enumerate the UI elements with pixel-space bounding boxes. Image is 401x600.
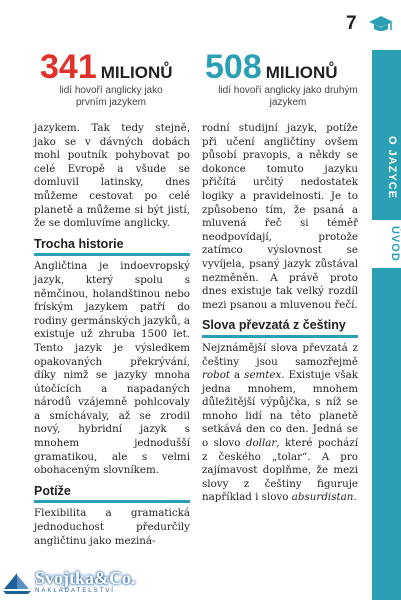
text-run: .: [353, 491, 357, 504]
text-run: , které pochází z českého „tolar“. A pro zajímavost doplňme, že mezi slovy z češtiny figuruje například i slovo: [202, 437, 358, 504]
graduation-cap-icon: [368, 14, 394, 34]
publisher-name: Svojtka&Co.: [35, 568, 136, 588]
text-run: . Existuje však jedna mnohem, mnohem důležitější výpůjčka, s níž se mnoho lidí na této planetě setkává den co den. Jedná se o slovo: [202, 369, 358, 450]
term-dollar: dollar: [245, 437, 277, 450]
left-column: [34, 122, 190, 548]
paragraph-loanwords: [202, 342, 358, 505]
right-column: [202, 122, 358, 505]
term-absurdistan: absurdistan: [291, 491, 354, 504]
page-number: 7: [346, 13, 357, 34]
stat-caption: lidí hovoří anglicky jako prvním jazykem: [59, 85, 163, 108]
stat-first-language: [40, 50, 200, 109]
publisher-logo: [2, 567, 136, 597]
stat-second-language: [205, 50, 375, 109]
paragraph: Flexibilita a gramatická jednoduchost předurčily angličtinu jako meziná-: [34, 507, 190, 547]
stat-number: 508: [205, 48, 262, 86]
stat-unit: MILIONŮ: [100, 63, 173, 82]
text-run: Nejznámější slova převzatá z češtiny jsou samozřejmě: [202, 341, 358, 368]
stat-caption: lidí hovoří anglicky jako druhým jazykem: [218, 85, 358, 108]
section-label: O JAZYCE: [386, 136, 398, 200]
stat-number: 341: [40, 48, 97, 86]
heading-history: Trocha historie: [34, 235, 190, 257]
paragraph: jazykem. Tak tedy stejně, jako se v dávných dobách mohl poutník pohybovat po celé Evropě a všude se domluvil latinsky, dnes můžeme cestovat po celé planetě a můžeme si být jistí, že se domluvíme anglicky.: [34, 122, 190, 230]
heading-loanwords: Slova převzatá z češtiny: [202, 316, 358, 338]
subsection-label: ÚVOD: [372, 220, 401, 268]
section-side-tab: [372, 50, 401, 600]
heading-difficulties: Potíže: [34, 482, 190, 504]
term-robot: robot: [202, 369, 231, 382]
paragraph: rodní studijní jazyk, potíže při učení angličtiny ovšem působí pravopis, a někdy se dokonce tomuto jazyku přičítá určitý nedostatek logiky a pravidelnosti. Je to způsobeno tím, že psaná a mluvená řeč si téměř neodpovídají, protože zatímco výslovnost se vyvíjela, psaný jazyk zůstával nezměněn. A právě proto dnes existuje tak velký rozdíl mezi psanou a mluvenou řečí.: [202, 122, 358, 311]
text-run: a: [230, 369, 245, 382]
term-semtex: semtex: [244, 369, 282, 382]
publisher-mark-icon: [2, 569, 32, 595]
paragraph: Angličtina je indoevropský jazyk, který spolu s němčinou, holandštinou nebo fríským jazykem patří do rodiny germánských jazyků, a existuje už zhruba 1500 let. Tento jazyk je výsledkem opakovaných překrývání, díky nimž se jazyky mnoha útočících a napadaných národů vzájemně pohlcovaly a smíchávaly, až se zrodil nový, hybridní jazyk s mnohem jednodušší gramatikou, ale s velmi obohaceným slovníkem.: [34, 260, 191, 477]
stat-unit: MILIONŮ: [265, 63, 338, 82]
publisher-tagline: NAKLADATELSTVÍ: [35, 588, 115, 594]
